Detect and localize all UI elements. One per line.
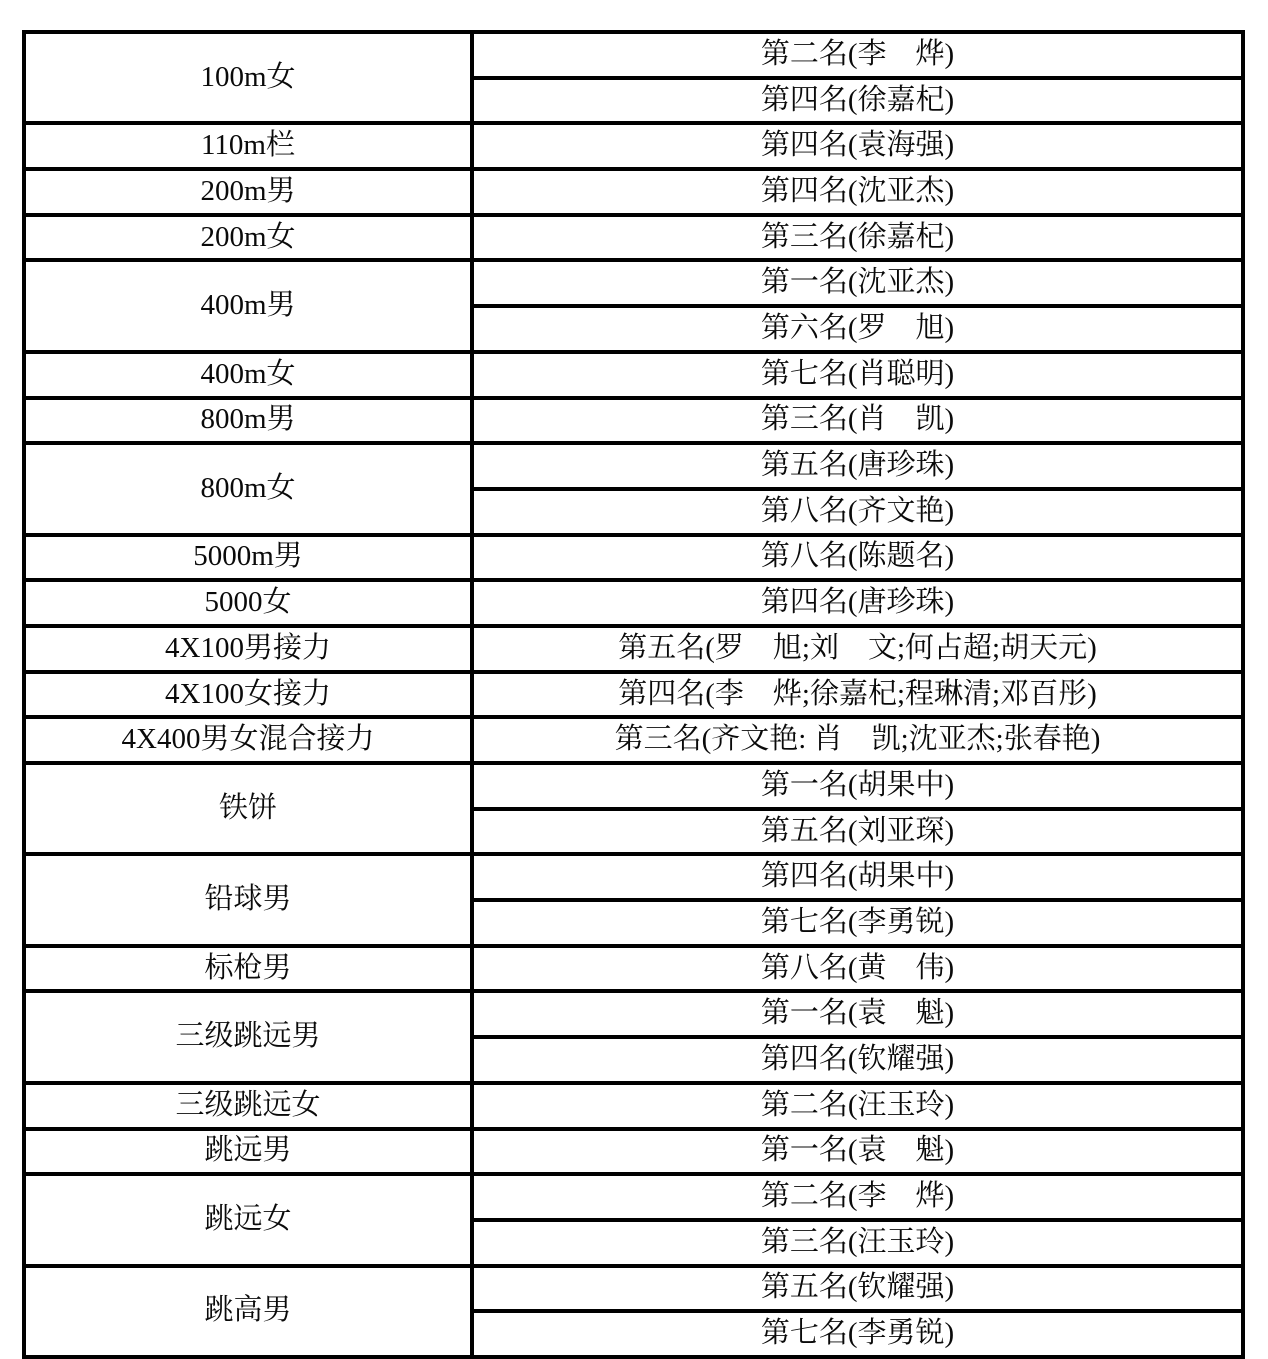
event-cell: 800m男 <box>24 398 472 444</box>
table-row <box>24 352 1243 398</box>
event-cell: 5000m男 <box>24 535 472 581</box>
result-cell: 第一名(沈亚杰) <box>472 260 1243 306</box>
event-cell: 4X400男女混合接力 <box>24 717 472 763</box>
table-row <box>24 1083 1243 1129</box>
event-cell: 800m女 <box>24 443 472 534</box>
result-cell: 第二名(汪玉玲) <box>472 1083 1243 1129</box>
result-cell: 第四名(唐珍珠) <box>472 580 1243 626</box>
event-cell: 铅球男 <box>24 854 472 945</box>
event-cell: 200m女 <box>24 215 472 261</box>
table-row <box>24 535 1243 581</box>
event-cell: 铁饼 <box>24 763 472 854</box>
event-cell: 400m女 <box>24 352 472 398</box>
result-cell: 第八名(黄 伟) <box>472 946 1243 992</box>
event-cell: 400m男 <box>24 260 472 351</box>
result-cell: 第八名(陈题名) <box>472 535 1243 581</box>
result-cell: 第五名(刘亚琛) <box>472 809 1243 855</box>
results-table <box>22 30 1245 1359</box>
result-cell: 第三名(徐嘉杞) <box>472 215 1243 261</box>
result-cell: 第二名(李 烨) <box>472 32 1243 78</box>
table-row <box>24 123 1243 169</box>
event-cell: 三级跳远女 <box>24 1083 472 1129</box>
table-row <box>24 672 1243 718</box>
event-cell: 4X100男接力 <box>24 626 472 672</box>
table-row <box>24 1129 1243 1175</box>
result-cell: 第四名(李 烨;徐嘉杞;程琳清;邓百彤) <box>472 672 1243 718</box>
table-row <box>24 32 1243 78</box>
event-cell: 跳高男 <box>24 1266 472 1357</box>
result-cell: 第八名(齐文艳) <box>472 489 1243 535</box>
table-row <box>24 991 1243 1037</box>
result-cell: 第七名(李勇锐) <box>472 1311 1243 1357</box>
result-cell: 第四名(徐嘉杞) <box>472 78 1243 124</box>
result-cell: 第五名(罗 旭;刘 文;何占超;胡天元) <box>472 626 1243 672</box>
table-row <box>24 1174 1243 1220</box>
table-row <box>24 854 1243 900</box>
results-table-body <box>24 32 1243 1357</box>
table-row <box>24 443 1243 489</box>
table-row <box>24 717 1243 763</box>
result-cell: 第七名(李勇锐) <box>472 900 1243 946</box>
event-cell: 标枪男 <box>24 946 472 992</box>
table-row <box>24 1266 1243 1312</box>
event-cell: 4X100女接力 <box>24 672 472 718</box>
result-cell: 第四名(胡果中) <box>472 854 1243 900</box>
table-row <box>24 398 1243 444</box>
event-cell: 200m男 <box>24 169 472 215</box>
event-cell: 三级跳远男 <box>24 991 472 1082</box>
table-row <box>24 580 1243 626</box>
result-cell: 第六名(罗 旭) <box>472 306 1243 352</box>
result-cell: 第二名(李 烨) <box>472 1174 1243 1220</box>
result-cell: 第一名(袁 魁) <box>472 991 1243 1037</box>
event-cell: 跳远女 <box>24 1174 472 1265</box>
event-cell: 跳远男 <box>24 1129 472 1175</box>
result-cell: 第三名(汪玉玲) <box>472 1220 1243 1266</box>
result-cell: 第一名(胡果中) <box>472 763 1243 809</box>
event-cell: 100m女 <box>24 32 472 123</box>
result-cell: 第四名(袁海强) <box>472 123 1243 169</box>
table-row <box>24 215 1243 261</box>
event-cell: 5000女 <box>24 580 472 626</box>
table-row <box>24 169 1243 215</box>
result-cell: 第三名(肖 凯) <box>472 398 1243 444</box>
table-row <box>24 260 1243 306</box>
result-cell: 第三名(齐文艳: 肖 凯;沈亚杰;张春艳) <box>472 717 1243 763</box>
table-row <box>24 946 1243 992</box>
result-cell: 第四名(沈亚杰) <box>472 169 1243 215</box>
event-cell: 110m栏 <box>24 123 472 169</box>
result-cell: 第四名(钦耀强) <box>472 1037 1243 1083</box>
table-row <box>24 763 1243 809</box>
result-cell: 第一名(袁 魁) <box>472 1129 1243 1175</box>
result-cell: 第五名(钦耀强) <box>472 1266 1243 1312</box>
table-row <box>24 626 1243 672</box>
result-cell: 第五名(唐珍珠) <box>472 443 1243 489</box>
result-cell: 第七名(肖聪明) <box>472 352 1243 398</box>
